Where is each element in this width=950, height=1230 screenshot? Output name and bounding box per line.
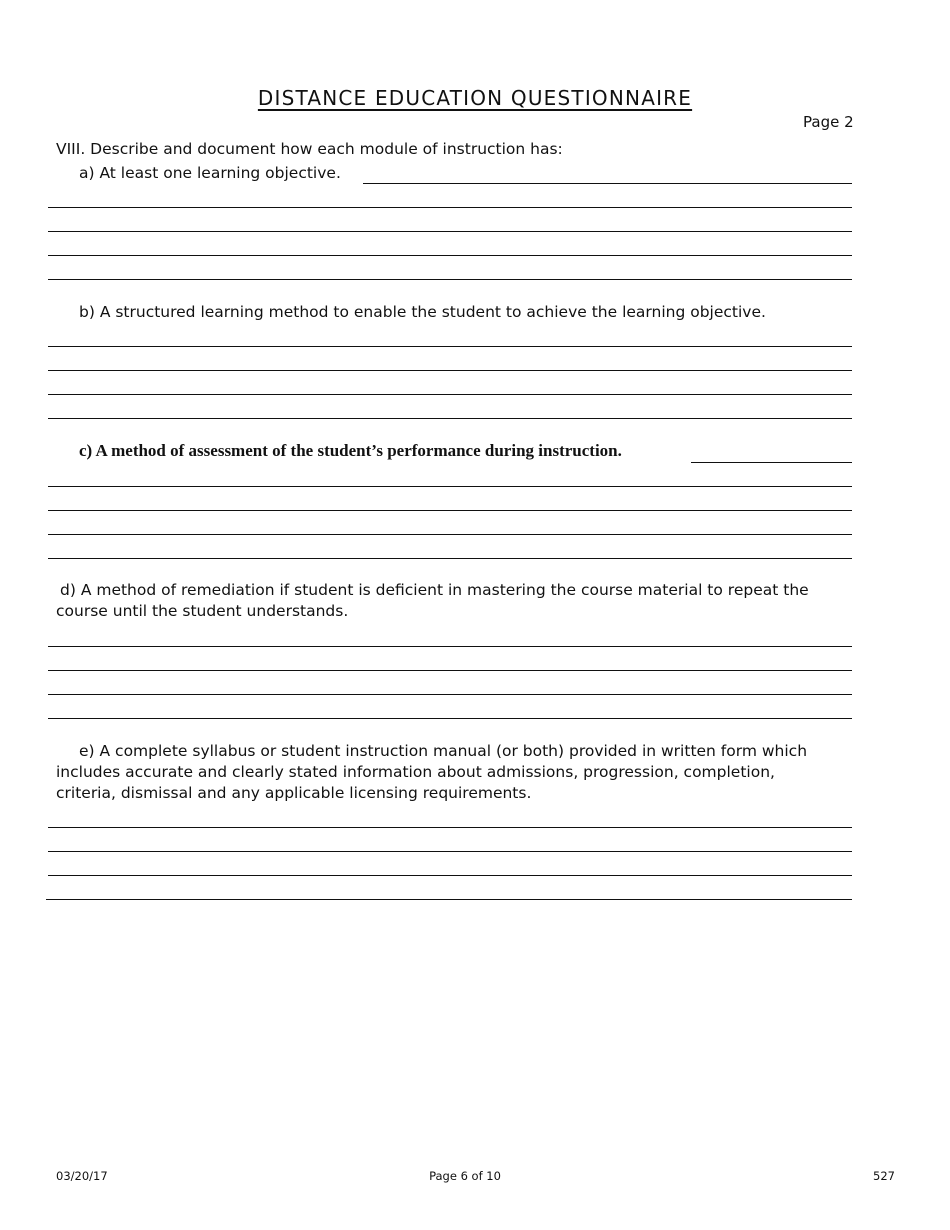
item-d-text-line1: d) A method of remediation if student is deficient in mastering the course material to repeat the: [60, 581, 809, 599]
item-a-text: a) At least one learning objective.: [79, 164, 341, 182]
item-b-answer-line[interactable]: [48, 370, 852, 371]
item-a-answer-line[interactable]: [48, 231, 852, 232]
item-b-answer-line[interactable]: [48, 418, 852, 419]
page-title: DISTANCE EDUCATION QUESTIONNAIRE: [257, 86, 693, 110]
item-a-answer-line[interactable]: [48, 255, 852, 256]
item-e-answer-line[interactable]: [48, 875, 852, 876]
item-e-answer-line[interactable]: [48, 851, 852, 852]
item-c-answer-line[interactable]: [48, 486, 852, 487]
item-e-text-line2: includes accurate and clearly stated information about admissions, progression, completion,: [56, 763, 775, 781]
item-c-answer-line[interactable]: [691, 462, 852, 463]
item-a-answer-line[interactable]: [48, 207, 852, 208]
item-c-text: c) A method of assessment of the student’s performance during instruction.: [79, 441, 622, 460]
item-c-answer-line[interactable]: [48, 510, 852, 511]
item-e-answer-line[interactable]: [46, 899, 852, 900]
item-d-answer-line[interactable]: [48, 670, 852, 671]
item-c-answer-line[interactable]: [48, 534, 852, 535]
item-e-text-line3: criteria, dismissal and any applicable licensing requirements.: [56, 784, 532, 802]
section-intro: VIII. Describe and document how each module of instruction has:: [56, 140, 563, 158]
item-b-answer-line[interactable]: [48, 346, 852, 347]
item-e-text-line1: e) A complete syllabus or student instruction manual (or both) provided in written form which: [79, 742, 808, 760]
item-d-answer-line[interactable]: [48, 694, 852, 695]
item-b-answer-line[interactable]: [48, 394, 852, 395]
item-d-answer-line[interactable]: [48, 646, 852, 647]
item-d-answer-line[interactable]: [48, 718, 852, 719]
item-a-answer-line[interactable]: [48, 279, 852, 280]
item-c-answer-line[interactable]: [48, 558, 852, 559]
item-e-answer-line[interactable]: [48, 827, 852, 828]
item-a-answer-line[interactable]: [363, 183, 852, 184]
item-b-text: b) A structured learning method to enable the student to achieve the learning objective.: [79, 303, 766, 321]
footer-page-number: Page 6 of 10: [429, 1169, 501, 1183]
footer-date: 03/20/17: [56, 1169, 108, 1183]
item-d-text-line2: course until the student understands.: [56, 602, 349, 620]
footer-form-number: 527: [873, 1169, 895, 1183]
page-label: Page 2: [803, 113, 854, 131]
